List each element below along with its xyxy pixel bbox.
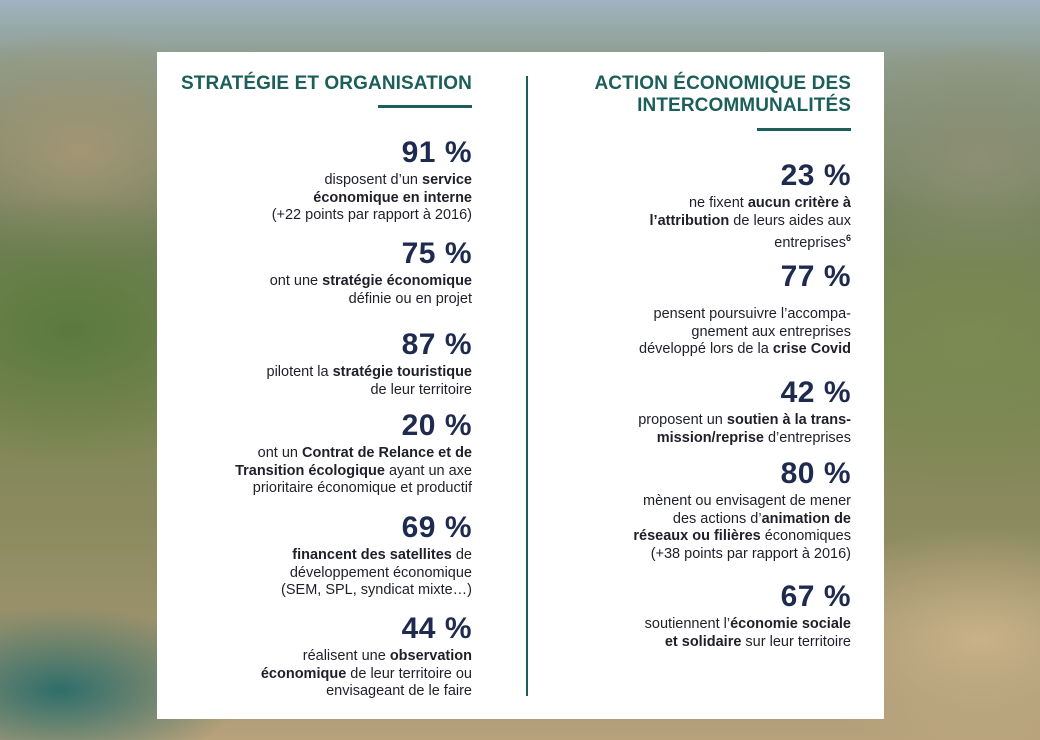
stat-description <box>551 195 851 252</box>
stat-percentage: 44 % <box>401 612 472 645</box>
footnote-marker: 6 <box>845 233 851 243</box>
text-segment: ayant un axe <box>384 462 472 479</box>
emphasized-text: économie sociale <box>730 616 851 632</box>
emphasized-text: l’attribution <box>649 212 730 229</box>
stat-percentage: 77 % <box>780 260 851 293</box>
emphasized-text: aucun critère à <box>747 195 851 211</box>
stat-block <box>172 329 472 399</box>
description-line <box>551 634 851 652</box>
stat-description <box>551 493 851 563</box>
stat-percentage: 75 % <box>401 237 472 270</box>
description-line <box>551 616 851 634</box>
text-segment: ne fixent <box>688 195 748 211</box>
description-line <box>172 273 472 291</box>
description-line <box>551 493 851 511</box>
text-segment: gnement aux entreprises <box>691 323 851 340</box>
description-line <box>172 382 472 400</box>
stat-block <box>172 238 472 308</box>
stat-percentage: 67 % <box>780 580 851 613</box>
text-segment: proposent un <box>638 412 727 428</box>
text-segment: ont un <box>257 445 302 461</box>
text-segment: ont une <box>269 273 323 289</box>
description-line <box>551 430 851 448</box>
stat-description <box>172 172 472 225</box>
text-segment: mènent ou envisagent de mener <box>643 493 851 509</box>
text-segment: (SEM, SPL, syndicat mixte…) <box>281 582 472 598</box>
description-line <box>551 511 851 529</box>
description-line <box>172 582 472 600</box>
description-line <box>172 445 472 463</box>
stat-description <box>172 445 472 498</box>
emphasized-text: Contrat de Relance et de <box>301 445 472 461</box>
description-line <box>551 213 851 231</box>
stat-block <box>172 613 472 701</box>
stat-block <box>551 458 851 563</box>
stat-description <box>172 547 472 600</box>
text-segment: développé lors de la <box>639 341 773 357</box>
stat-block <box>551 261 851 359</box>
description-line <box>172 172 472 190</box>
text-segment: définie ou en projet <box>348 290 472 307</box>
stat-block <box>172 410 472 498</box>
stat-block <box>551 160 851 252</box>
stat-percentage: 42 % <box>780 376 851 409</box>
emphasized-text: soutien à la trans- <box>726 412 851 428</box>
stat-block <box>172 512 472 600</box>
description-line <box>172 291 472 309</box>
text-segment: réalisent une <box>302 648 390 664</box>
description-line <box>172 565 472 583</box>
description-line <box>551 230 851 252</box>
stat-description <box>551 412 851 447</box>
emphasized-text: animation de <box>761 510 851 527</box>
description-line <box>551 412 851 430</box>
emphasized-text: financent des satellites <box>292 547 452 563</box>
stat-description <box>172 364 472 399</box>
description-line <box>551 306 851 324</box>
emphasized-text: observation <box>389 648 472 664</box>
stat-block <box>551 377 851 447</box>
infographic-card <box>157 52 884 719</box>
text-segment: développement économique <box>289 564 472 581</box>
description-line <box>172 190 472 208</box>
emphasized-text: Transition écologique <box>235 462 385 479</box>
text-segment: envisageant de le faire <box>326 683 472 699</box>
description-line <box>172 480 472 498</box>
stat-percentage: 20 % <box>401 409 472 442</box>
stat-description <box>172 273 472 308</box>
emphasized-text: mission/reprise <box>656 429 764 446</box>
stat-block <box>551 581 851 651</box>
emphasized-text: économique <box>260 665 347 682</box>
description-line <box>172 364 472 382</box>
text-segment: entreprises <box>774 234 846 251</box>
description-line <box>551 341 851 359</box>
text-segment: économiques <box>760 528 851 544</box>
emphasized-text: stratégie économique <box>322 273 472 289</box>
emphasized-text: réseaux ou filières <box>633 528 761 544</box>
right-title-underline <box>757 128 851 131</box>
description-line <box>172 547 472 565</box>
text-segment: (+38 points par rapport à 2016) <box>650 545 851 562</box>
text-segment: sur leur territoire <box>741 633 851 650</box>
left-column-title: STRATÉGIE ET ORGANISATION <box>180 73 472 94</box>
description-line <box>551 528 851 546</box>
right-title-line: ACTION ÉCONOMIQUE DES <box>594 73 851 94</box>
emphasized-text: stratégie touristique <box>332 364 472 380</box>
text-segment: (+22 points par rapport à 2016) <box>271 207 472 223</box>
right-column-title <box>594 73 851 117</box>
description-line <box>172 666 472 684</box>
stat-percentage: 91 % <box>401 136 472 169</box>
emphasized-text: crise Covid <box>772 341 851 357</box>
text-segment: des actions d’ <box>672 510 762 527</box>
text-segment: pensent poursuivre l’accompa- <box>653 306 851 322</box>
text-segment: de <box>451 547 472 563</box>
emphasized-text: économique en interne <box>313 189 472 206</box>
description-line <box>551 546 851 564</box>
emphasized-text: service <box>422 172 472 188</box>
description-line <box>551 195 851 213</box>
text-segment: de leur territoire <box>370 381 472 398</box>
stat-percentage: 23 % <box>780 159 851 192</box>
stat-percentage: 87 % <box>401 328 472 361</box>
stat-description <box>172 648 472 701</box>
text-segment: prioritaire économique et productif <box>252 480 472 496</box>
description-line <box>172 683 472 701</box>
description-line <box>551 324 851 342</box>
right-title-line: INTERCOMMUNALITÉS <box>637 95 851 116</box>
left-title-underline <box>378 105 472 108</box>
column-divider <box>526 76 528 696</box>
text-segment: d’entreprises <box>763 429 851 446</box>
description-line <box>172 207 472 225</box>
description-line <box>172 648 472 666</box>
description-line <box>172 463 472 481</box>
text-segment: disposent d’un <box>324 172 422 188</box>
text-segment: pilotent la <box>266 364 333 380</box>
emphasized-text: et solidaire <box>664 633 742 650</box>
text-segment: de leur territoire ou <box>346 665 472 682</box>
stat-description <box>551 616 851 651</box>
stat-description <box>551 306 851 359</box>
stat-percentage: 80 % <box>780 457 851 490</box>
text-segment: soutiennent l’ <box>644 616 731 632</box>
stat-block <box>172 137 472 225</box>
text-segment: de leurs aides aux <box>729 212 851 229</box>
stat-percentage: 69 % <box>401 511 472 544</box>
